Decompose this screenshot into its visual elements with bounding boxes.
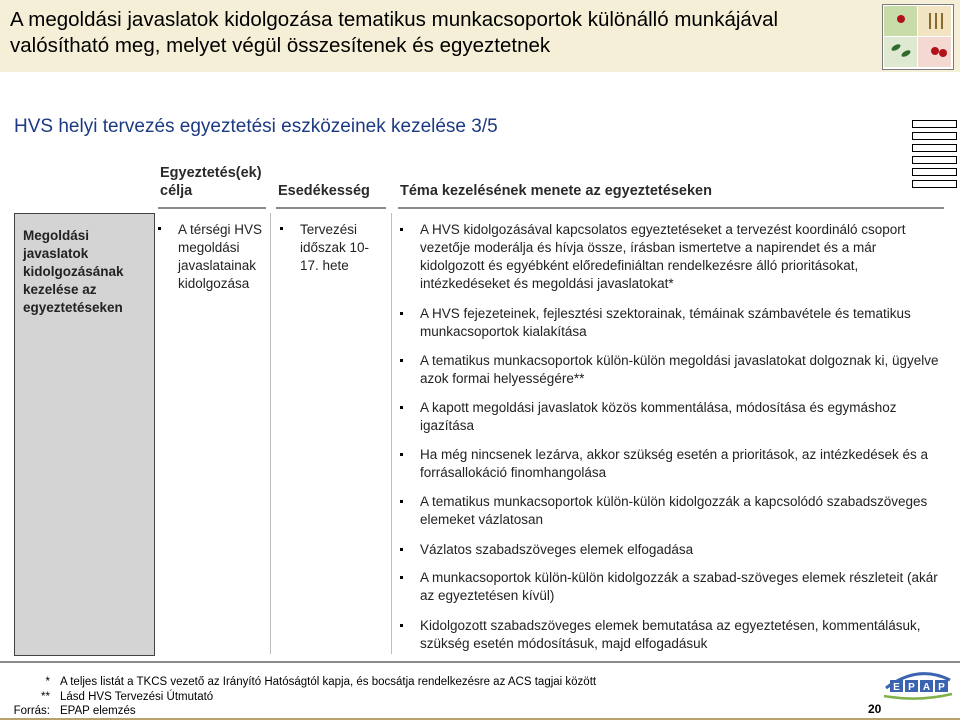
bullet-icon — [400, 624, 403, 627]
column-header-topic: Téma kezelésének menete az egyeztetéseken — [400, 183, 712, 199]
goal-text: A térségi HVS megoldási javaslatainak kidolgozása — [178, 222, 263, 291]
bullet-icon — [400, 500, 403, 503]
slide-title: A megoldási javaslatok kidolgozása tematikus munkacsoportok különálló munkájával valósítható meg, melyet végül összesítenek és egyeztetnek — [10, 8, 779, 57]
step-text: Ha még nincsenek lezárva, akkor szükség esetén a prioritások, az intézkedések és a forrásallokáció finomhangolása — [420, 447, 929, 480]
footer-divider — [0, 661, 960, 663]
bullet-icon — [400, 312, 403, 315]
step-text: A tematikus munkacsoportok külön-külön kidolgozzák a kapcsolódó szabadszöveges elemeket vázlatosan — [420, 494, 928, 527]
svg-text:A: A — [922, 682, 931, 693]
bullet-icon — [400, 453, 403, 456]
bullet-icon — [400, 576, 403, 579]
bullet-icon — [400, 406, 403, 409]
footnote — [45, 675, 597, 689]
step-text: A munkacsoportok külön-külön kidolgozzák a szabad-szöveges elemek részleteit (akár az egyeztetésen kívül) — [420, 570, 938, 603]
footnote-text: Lásd HVS Tervezési Útmutató — [60, 691, 214, 703]
footnote-mark: ** — [41, 691, 50, 703]
footnote — [13, 704, 136, 718]
row-label: Megoldási javaslatok kidolgozásának kezelése az egyeztetéseken — [23, 228, 124, 315]
footnote-mark: Forrás: — [13, 705, 50, 717]
bullet-icon — [400, 548, 403, 551]
epap-logo-icon — [880, 666, 956, 702]
step-text: Kidolgozott szabadszöveges elemek bemutatása az egyeztetésen, kommentálásuk, szükség esetén módosításuk, majd elfogadásuk — [420, 618, 921, 651]
column-header-deadline: Esedékesség — [278, 183, 370, 199]
bullet-icon — [400, 359, 403, 362]
row-label-box — [14, 213, 155, 656]
column-divider-goal — [158, 207, 266, 209]
step-text: A HVS fejezeteinek, fejlesztési szektorainak, témáinak számbavétele és tematikus munkacsoportok kialakítása — [420, 306, 911, 339]
bullet-icon — [158, 227, 161, 230]
column-divider-topic — [398, 207, 944, 209]
step-text: A tematikus munkacsoportok külön-külön megoldási javaslatokat dolgoznak ki, ügyelve azok formai helyességére** — [420, 353, 939, 386]
column-separator — [391, 213, 392, 654]
bullet-icon — [280, 227, 283, 230]
svg-text:P: P — [938, 682, 945, 693]
footnote-text: EPAP elemzés — [60, 705, 136, 717]
column-divider-deadline — [276, 207, 386, 209]
footnote-mark: * — [45, 676, 50, 688]
bullet-icon — [400, 228, 403, 231]
deadline-text: Tervezési időszak 10-17. hete — [300, 222, 370, 273]
step-text: A HVS kidolgozásával kapcsolatos egyeztetéseket a tervezést koordináló csoport vezetője moderálja és hívja össze, írásban ismertetve a napirendet és a már kidolgozott és egyébként előredefiniáltan rendelkezésre álló prioritásokat, intézkedéseket és megoldási javaslatokat* — [420, 222, 906, 291]
svg-text:P: P — [908, 682, 915, 693]
step-text: Vázlatos szabadszöveges elemek elfogadása — [420, 542, 694, 557]
column-header-goal: Egyeztetés(ek) célja — [160, 165, 262, 199]
svg-text:E: E — [893, 682, 900, 693]
footnote-text: A teljes listát a TKCS vezető az Irányító Hatóságtól kapja, és bocsátja rendelkezésre az ACS tagjai között — [60, 676, 597, 688]
column-separator — [270, 213, 271, 654]
step-text: A kapott megoldási javaslatok közös kommentálása, módosítása és egymáshoz igazítása — [420, 400, 897, 433]
page-number: 20 — [868, 702, 882, 716]
fruit-logo-icon — [882, 4, 954, 70]
footnote — [41, 690, 214, 704]
section-subtitle: HVS helyi tervezés egyeztetési eszközeinek kezelése 3/5 — [14, 116, 498, 137]
